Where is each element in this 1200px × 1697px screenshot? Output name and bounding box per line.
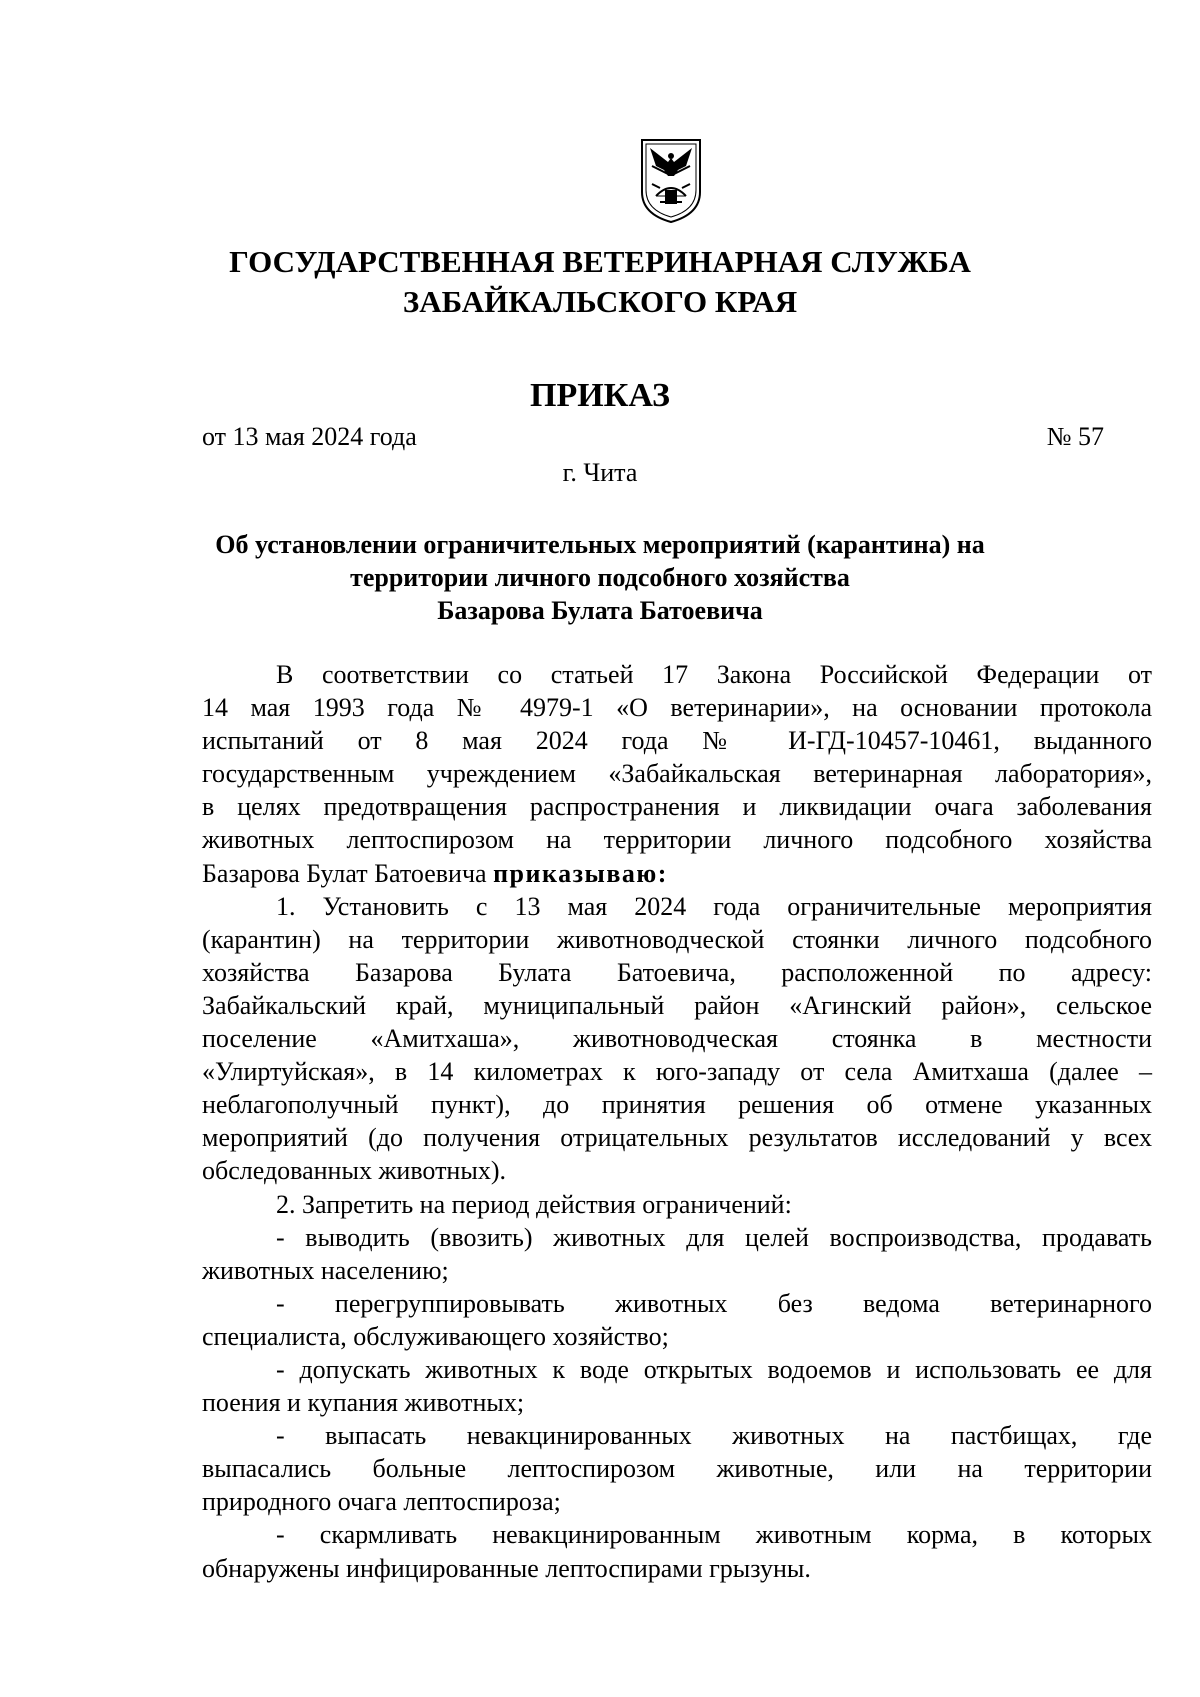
ban-line: - выпасать невакцинированных животных на пастбищах, где <box>276 1421 1152 1451</box>
preamble-last-text: Базарова Булат Батоевича <box>202 858 487 888</box>
paragraph-line <box>202 857 1152 890</box>
ban-line: выпасались больные лептоспирозом животные, или на территории <box>202 1454 1152 1484</box>
item1-line: поселение «Амитхаша», животноводческая стоянка в местности <box>202 1024 1152 1054</box>
agency-name-line1: ГОСУДАРСТВЕННАЯ ВЕТЕРИНАРНАЯ СЛУЖБА <box>229 244 971 279</box>
paragraph-line: 14 мая 1993 года № 4979-1 «О ветеринарии», на основании протокола <box>202 693 1152 723</box>
document-type: ПРИКАЗ <box>530 377 670 414</box>
ban-line: - допускать животных к воде открытых водоемов и использовать ее для <box>276 1354 1152 1384</box>
item2-line: 2. Запретить на период действия ограничений: <box>276 1189 792 1219</box>
item1-line: 1. Установить с 13 мая 2024 года ограничительные мероприятия <box>276 891 1152 921</box>
agency-name-line2: ЗАБАЙКАЛЬСКОГО КРАЯ <box>402 284 798 319</box>
ban-line: - перегруппировывать животных без ведома ветеринарного <box>276 1288 1152 1318</box>
document-subject <box>180 528 1020 627</box>
ban-line: животных населению; <box>202 1255 449 1285</box>
ban-line: - скармливать невакцинированным животным корма, в которых <box>276 1520 1152 1550</box>
ban-line: природного очага лептоспироза; <box>202 1487 561 1517</box>
item1-line: «Улиртуйская», в 14 километрах к юго-западу от села Амитхаша (далее – <box>202 1057 1152 1087</box>
paragraph-line: в целях предотвращения распространения и ликвидации очага заболевания <box>202 792 1152 822</box>
paragraph-line: государственным учреждением «Забайкальская ветеринарная лаборатория», <box>202 759 1152 789</box>
document-date: от 13 мая 2024 года <box>202 422 417 451</box>
order-word: приказываю: <box>493 858 668 888</box>
subject-line: Об установлении ограничительных мероприятий (карантина) на <box>215 530 985 559</box>
ban-line: специалиста, обслуживающего хозяйство; <box>202 1321 669 1351</box>
document-city: г. Чита <box>562 458 638 487</box>
ban-line: - выводить (ввозить) животных для целей воспроизводства, продавать <box>276 1222 1152 1252</box>
item1-line: неблагополучный пункт), до принятия решения об отмене указанных <box>202 1090 1152 1120</box>
subject-line: Базарова Булата Батоевича <box>437 596 763 625</box>
document-number: № 57 <box>1046 422 1104 451</box>
paragraph-line: животных лептоспирозом на территории личного подсобного хозяйства <box>202 825 1152 855</box>
ban-line: поения и купания животных; <box>202 1388 525 1418</box>
item1-line: хозяйства Базарова Булата Батоевича, расположенной по адресу: <box>202 957 1152 987</box>
coat-of-arms-icon <box>638 136 704 224</box>
item1-line: (карантин) на территории животноводческой стоянки личного подсобного <box>202 924 1152 954</box>
item1-line: Забайкальский край, муниципальный район «Агинский район», сельское <box>202 990 1152 1020</box>
subject-line: территории личного подсобного хозяйства <box>350 563 850 592</box>
document-body <box>202 658 1152 1585</box>
agency-name <box>100 242 1100 322</box>
item1-line: мероприятий (до получения отрицательных результатов исследований у всех <box>202 1123 1152 1153</box>
paragraph-line: испытаний от 8 мая 2024 года № И-ГД-10457-10461, выданного <box>202 726 1152 756</box>
item1-line: обследованных животных). <box>202 1156 506 1186</box>
paragraph-line: В соответствии со статьей 17 Закона Российской Федерации от <box>276 660 1152 689</box>
ban-line: обнаружены инфицированные лептоспирами грызуны. <box>202 1553 811 1583</box>
